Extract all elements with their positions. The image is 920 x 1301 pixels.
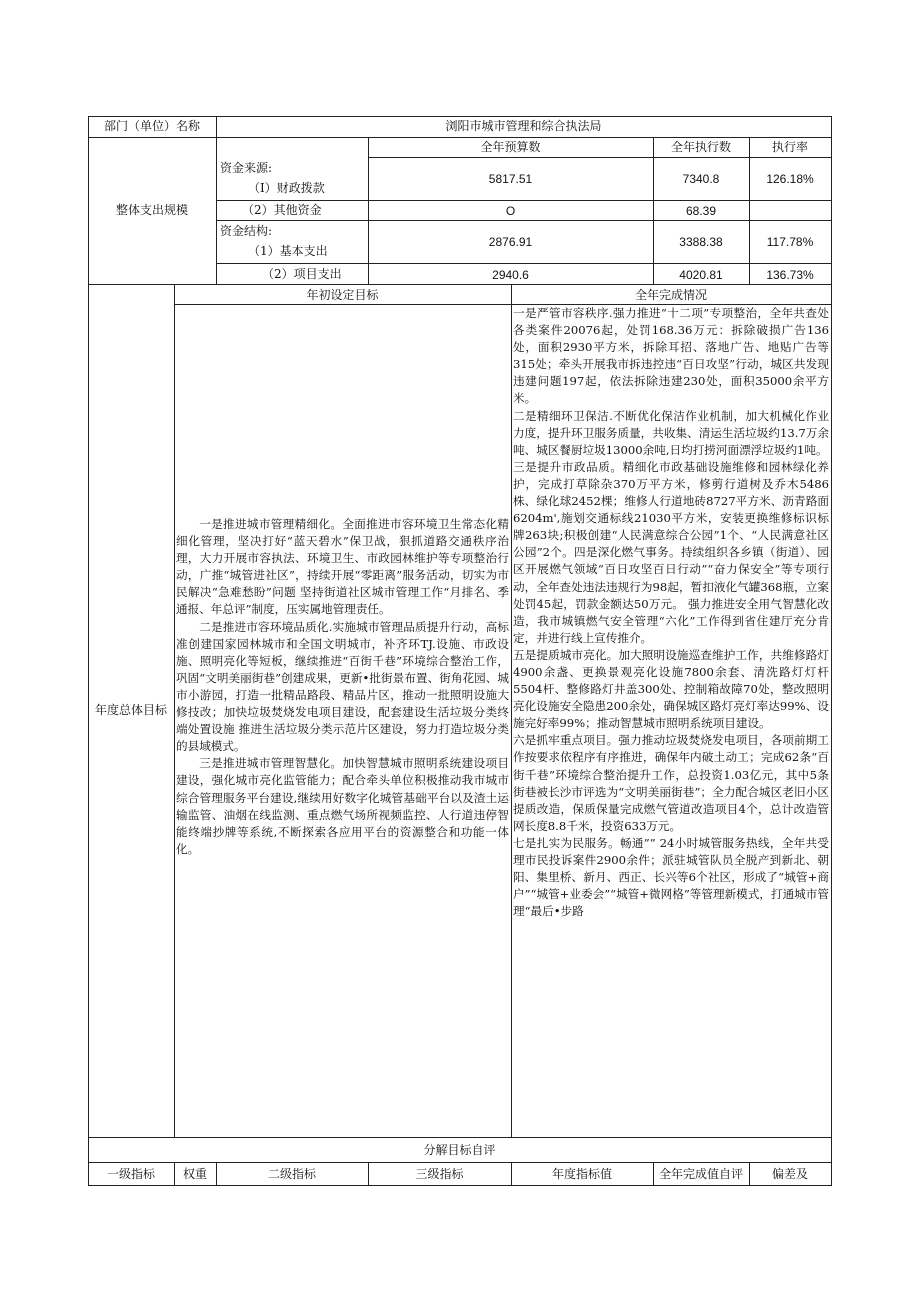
- eval-header-deviation: 偏差及: [771, 1167, 808, 1181]
- eval-title: 分解目标自评: [423, 1143, 496, 1157]
- done-paragraph: 五是提质城市亮化。加大照明设施巡查维护工作，共维修路灯4900余盏、更换景观亮化设施7800余套、清洗路灯灯杆5504杆、整修路灯井盖300处、控制箱故障70处，整改照明亮化设施安全隐患200余处，确保城区路灯亮灯率达99%、设施完好率99%；推动智慧城市照明系统项目建设。: [513, 647, 829, 731]
- eval-header-actual: 全年完成值自评: [658, 1167, 743, 1181]
- grid-line: [216, 200, 832, 201]
- budget-section-label: 整体支出规模: [115, 203, 188, 217]
- row-label-other: （2）其他资金: [242, 203, 322, 217]
- done-paragraph: 七是扎实为民服务。畅通”” 24小时城管服务热线，全年共受理市民投诉案件2900余件；派驻城管队员全脱产到新北、朝阳、集里桥、新月、西正、长兴等6个社区，形成了“城管+商户”“城管+业委会”“城管+微网格”等管理新模式，打通城市管理“最后•步路: [513, 835, 829, 919]
- goals-section-label: 年度总体目标: [94, 703, 167, 717]
- grid-line: [368, 157, 832, 158]
- border-left: [88, 116, 89, 1186]
- row-label-project: （2）项目支出: [262, 267, 342, 281]
- exec-fiscal: 7340.8: [682, 172, 720, 186]
- eval-header-level2: 二级指标: [267, 1167, 316, 1181]
- grid-line: [216, 116, 217, 284]
- initial-goal-paragraph: 三是推进城市管理智慧化。加快智慧城市照明系统建设项目建设，强化城市亮化监管能力；配合牵头单位积极推动我市城市综合管理服务平台建设,继续用好数字化城管基础平台以及渣土运输监管、油烟在线监测、重点燃气场所视频监控、人行道违停智能终端抄牌等系统,不断探索各应用平台的资源整合和功能一体化。: [176, 756, 509, 856]
- col-initial-header: 年初设定目标: [306, 288, 379, 302]
- grid-line: [88, 1137, 832, 1138]
- done-goals-text: [513, 305, 829, 920]
- eval-header-weight: 权重: [182, 1167, 207, 1181]
- grid-line: [216, 263, 832, 264]
- rate-basic: 117.78%: [766, 235, 814, 249]
- col-rate-header: 执行率: [771, 140, 808, 154]
- grid-line: [511, 284, 512, 1137]
- col-budget-header: 全年预算数: [480, 140, 541, 154]
- budget-project: 2940.6: [492, 268, 529, 282]
- row-label-fiscal: （I）财政拨款: [248, 181, 325, 195]
- initial-goal-paragraph: 一是推进城市管理精细化。全面推进市容环境卫生常态化精细化管理，坚决打好“蓝天碧水”保卫战，狠抓道路交通秩序治理，大力开展市容执法、环境卫生、市政园林维护等专项整治行动，广推“城管进社区”，持续开展“零距离”服务活动，切实为市民解决“急难愁盼”问题 坚持街道社区城市管理工作“月排名、季通报、年总评”制度，压实属地管理责任。: [176, 517, 509, 617]
- rate-other: [749, 203, 831, 221]
- col-exec-header: 全年执行数: [670, 140, 731, 154]
- eval-header-level3: 三级指标: [415, 1167, 464, 1181]
- rate-fiscal: 126.18%: [766, 172, 814, 186]
- done-paragraph: 三是提升市政品质。精细化市政基础设施维修和园林绿化养护，完成打草除杂370万平方米，修剪行道树及乔木5486株、绿化球2452棵；维修人行道地砖8727平方米、沥青路面6204m',施划交通标线21030平方米，安装更换维修标识标牌263块;积极创建“人民满意综合公园”1个、“人民满意社区公园”2个。四是深化燃气事务。持续组织各乡镇（街道）、园区开展燃气领域“百日攻坚百日行动”“奋力保安全”等专项行动，全年查处违法违规行为98起，暂扣液化气罐368瓶，立案处罚45起，罚款金额达50万元。 强力推进安全用气智慧化改造，我市城镇燃气安全管理“六化”工作得到省住建厅充分肯定，并进行线上宣传推介。: [513, 459, 829, 645]
- initial-goal-paragraph: 二是推进市容环境品质化.实施城市管理品质提升行动，高标准创建国家园林城市和全国文明城市，补齐环TJ.设施、市政设施、照明亮化等短板，继续推进“百街千巷”环境综合整治工作，巩固“文明美丽街巷”创建成果，更新•批街景布置、街角花园、城市小游园，打造一批精品路段、精品片区，推动一批照明设施大修技改；加快垃圾焚烧发电项目建设，配套建设生活垃圾分类终端处置设施 推进生活垃圾分类示范片区建设，努力打造垃圾分类的县域模式。: [176, 619, 509, 754]
- col-done-header: 全年完成情况: [634, 288, 707, 302]
- dept-label: 部门（单位）名称: [103, 119, 200, 133]
- exec-project: 4020.81: [679, 268, 723, 282]
- done-paragraph: 六是抓牢重点项目。强力推动垃圾焚烧发电项目，各项前期工作按要求依程序有序推进，确保年内破土动工；完成62条“百街千巷”环境综合整治提升工作，总投资1.03亿元，其中5条街巷被长沙市评选为“文明美丽街巷”；全力配合城区老旧小区提质改造，保质保量完成燃气管道改造项目4个，总计改造管网长度8.8千米，投资633万元。: [513, 733, 829, 833]
- budget-other: O: [505, 204, 516, 218]
- dept-value: 浏阳市城市管理和综合执法局: [445, 119, 602, 133]
- done-paragraph: 二是精细环卫保洁.不断优化保洁作业机制，加大机械化作业力度，提升环卫服务质量，共收集、清运生活垃圾约13.7万余吨、城区餐厨垃圾13000余吨,日均打捞河面漂浮垃圾约1吨。: [513, 408, 829, 457]
- rate-project: 136.73%: [766, 268, 814, 282]
- initial-goals-text: [176, 516, 509, 858]
- funding-structure-label: 资金结构:: [220, 224, 273, 238]
- border-bottom: [88, 1185, 832, 1186]
- eval-header-target: 年度指标值: [551, 1167, 612, 1181]
- done-paragraph: 一是严管市容秩序.强力推进“十二项”专项整治，全年共查处各类案件20076起，处罚168.36万元：拆除破损广告136处，面积2930平方米，拆除耳招、落地广告、地贴广告等315处；牵头开展我市拆违控违“百日攻坚”行动，城区共发现违建问题197起，依法拆除违建230处，面积35000余平方米。: [513, 306, 829, 406]
- border-right: [831, 116, 832, 1186]
- budget-fiscal: 5817.51: [488, 172, 533, 186]
- grid-line: [88, 1162, 832, 1163]
- row-label-basic: （1）基本支出: [248, 244, 328, 258]
- budget-basic: 2876.91: [488, 235, 533, 249]
- exec-basic: 3388.38: [679, 235, 723, 249]
- border-top: [88, 116, 832, 117]
- funding-source-label: 资金来源:: [220, 161, 273, 175]
- grid-line: [174, 284, 175, 1137]
- grid-line: [88, 137, 832, 138]
- eval-header-level1: 一级指标: [106, 1167, 155, 1181]
- exec-other: 68.39: [685, 204, 717, 218]
